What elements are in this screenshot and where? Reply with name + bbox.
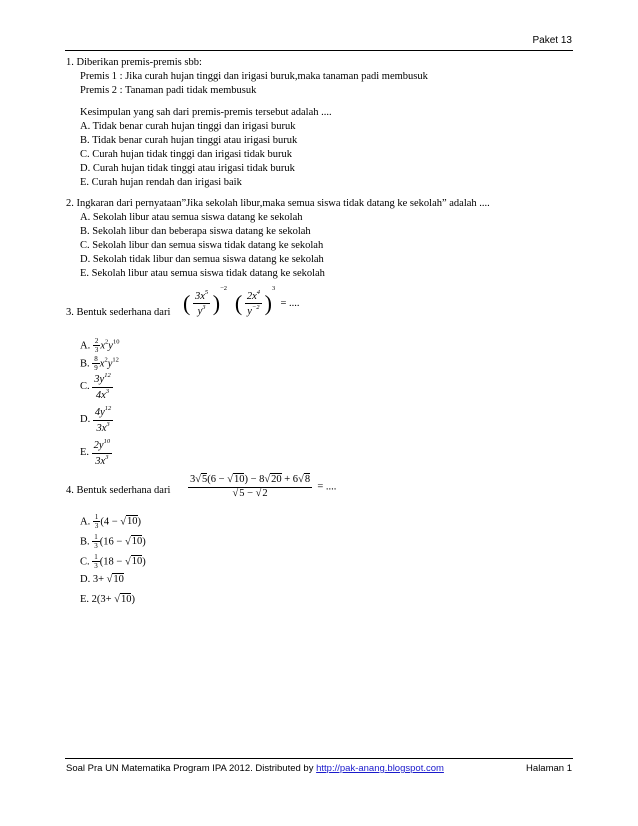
q3-option-b[interactable]: B. $\frac{8}{9}$ $x^2y^{12}$ (80, 355, 119, 373)
header-rule (65, 50, 573, 51)
q3-right-outer-exp: 3 (271, 285, 276, 292)
q3-equals: = .... (280, 298, 300, 309)
q4-equals: = .... (317, 481, 337, 493)
footer-credit (66, 763, 444, 774)
q3-option-a[interactable]: A. $\frac{2}{3}$ $x^2y^{10}$ (80, 337, 120, 355)
page-number: Halaman 1 (526, 763, 572, 774)
q1-premis-1: Premis 1 : Jika curah hujan tinggi dan irigasi buruk,maka tanaman padi membusuk (80, 71, 428, 82)
q3-left-outer-exp: −2 (220, 285, 227, 292)
paren-open: ( (183, 290, 191, 316)
q3-option-d[interactable]: D. $\frac{4y^{12}}{3x^3}$ (80, 405, 112, 434)
q1-option-c[interactable]: C. Curah hujan tidak tinggi dan irigasi tidak buruk (80, 149, 293, 160)
q2-option-c[interactable]: C. Sekolah libur dan semua siswa tidak datang ke sekolah (80, 240, 324, 251)
q4-option-a[interactable]: A. $\frac{1}{3}$ (4 − √10) (80, 513, 142, 531)
q3-option-e[interactable]: E. $\frac{2y^{10}}{3x^3}$ (80, 438, 111, 467)
q4-option-b[interactable]: B. $\frac{1}{3}$ (16 − √10) (80, 533, 146, 551)
q1-ask: Kesimpulan yang sah dari premis-premis tersebut adalah .... (80, 107, 332, 118)
q4-option-c[interactable]: C. $\frac{1}{3}$ (18 − √10) (80, 553, 146, 571)
q4-option-d[interactable]: D. 3+ √10 (80, 574, 124, 585)
q2-option-a[interactable]: A. Sekolah libur atau semua siswa datang ke sekolah (80, 212, 303, 223)
paren-close: ) (212, 290, 221, 316)
footer-text: Soal Pra UN Matematika Program IPA 2012. Distributed by (66, 763, 317, 774)
q1-premis-2: Premis 2 : Tanaman padi tidak membusuk (80, 85, 257, 96)
footer-link[interactable]: http://pak-anang.blogspot.com (316, 763, 444, 774)
q4-option-e[interactable]: E. 2(3+ √10) (80, 594, 135, 605)
q1-option-e[interactable]: E. Curah hujan rendah dan irigasi baik (80, 177, 242, 188)
q2-option-e[interactable]: E. Sekolah libur atau semua siswa tidak datang ke sekolah (80, 268, 325, 279)
q4-fraction: $\frac{3√5(6 - √10) - 8√20 + 6√8}{√5 - √2}$ (190, 474, 311, 499)
page-label: Paket 13 (532, 35, 572, 46)
q1-option-a[interactable]: A. Tidak benar curah hujan tinggi dan irigasi buruk (80, 121, 296, 132)
q2-stem: 2. Ingkaran dari pernyataan”Jika sekolah libur,maka semua siswa tidak datang ke sekolah” adalah .... (66, 198, 490, 209)
q1-option-b[interactable]: B. Tidak benar curah hujan tinggi atau irigasi buruk (80, 135, 298, 146)
q4-stem: 4. Bentuk sederhana dari (66, 485, 171, 496)
q3-left-fraction: $\frac{3x^5}{y^3}$ (194, 288, 209, 318)
paren-open: ( (234, 290, 243, 316)
paren-close: ) (264, 290, 272, 316)
q3-right-fraction: $\frac{2x^4}{y^{-2}}$ (246, 288, 260, 318)
q3-stem: 3. Bentuk sederhana dari (66, 307, 171, 318)
q1-option-d[interactable]: D. Curah hujan tidak tinggi atau irigasi tidak buruk (80, 163, 295, 174)
q2-option-b[interactable]: B. Sekolah libur dan beberapa siswa datang ke sekolah (80, 226, 311, 237)
q4-expression (188, 474, 336, 500)
footer-rule (65, 758, 573, 759)
q3-option-c[interactable]: C. $\frac{3y^{12}}{4x^3}$ (80, 372, 111, 401)
q2-option-d[interactable]: D. Sekolah tidak libur dan semua siswa datang ke sekolah (80, 254, 324, 265)
q1-stem: 1. Diberikan premis-premis sbb: (66, 57, 202, 68)
q3-expression (183, 285, 300, 329)
